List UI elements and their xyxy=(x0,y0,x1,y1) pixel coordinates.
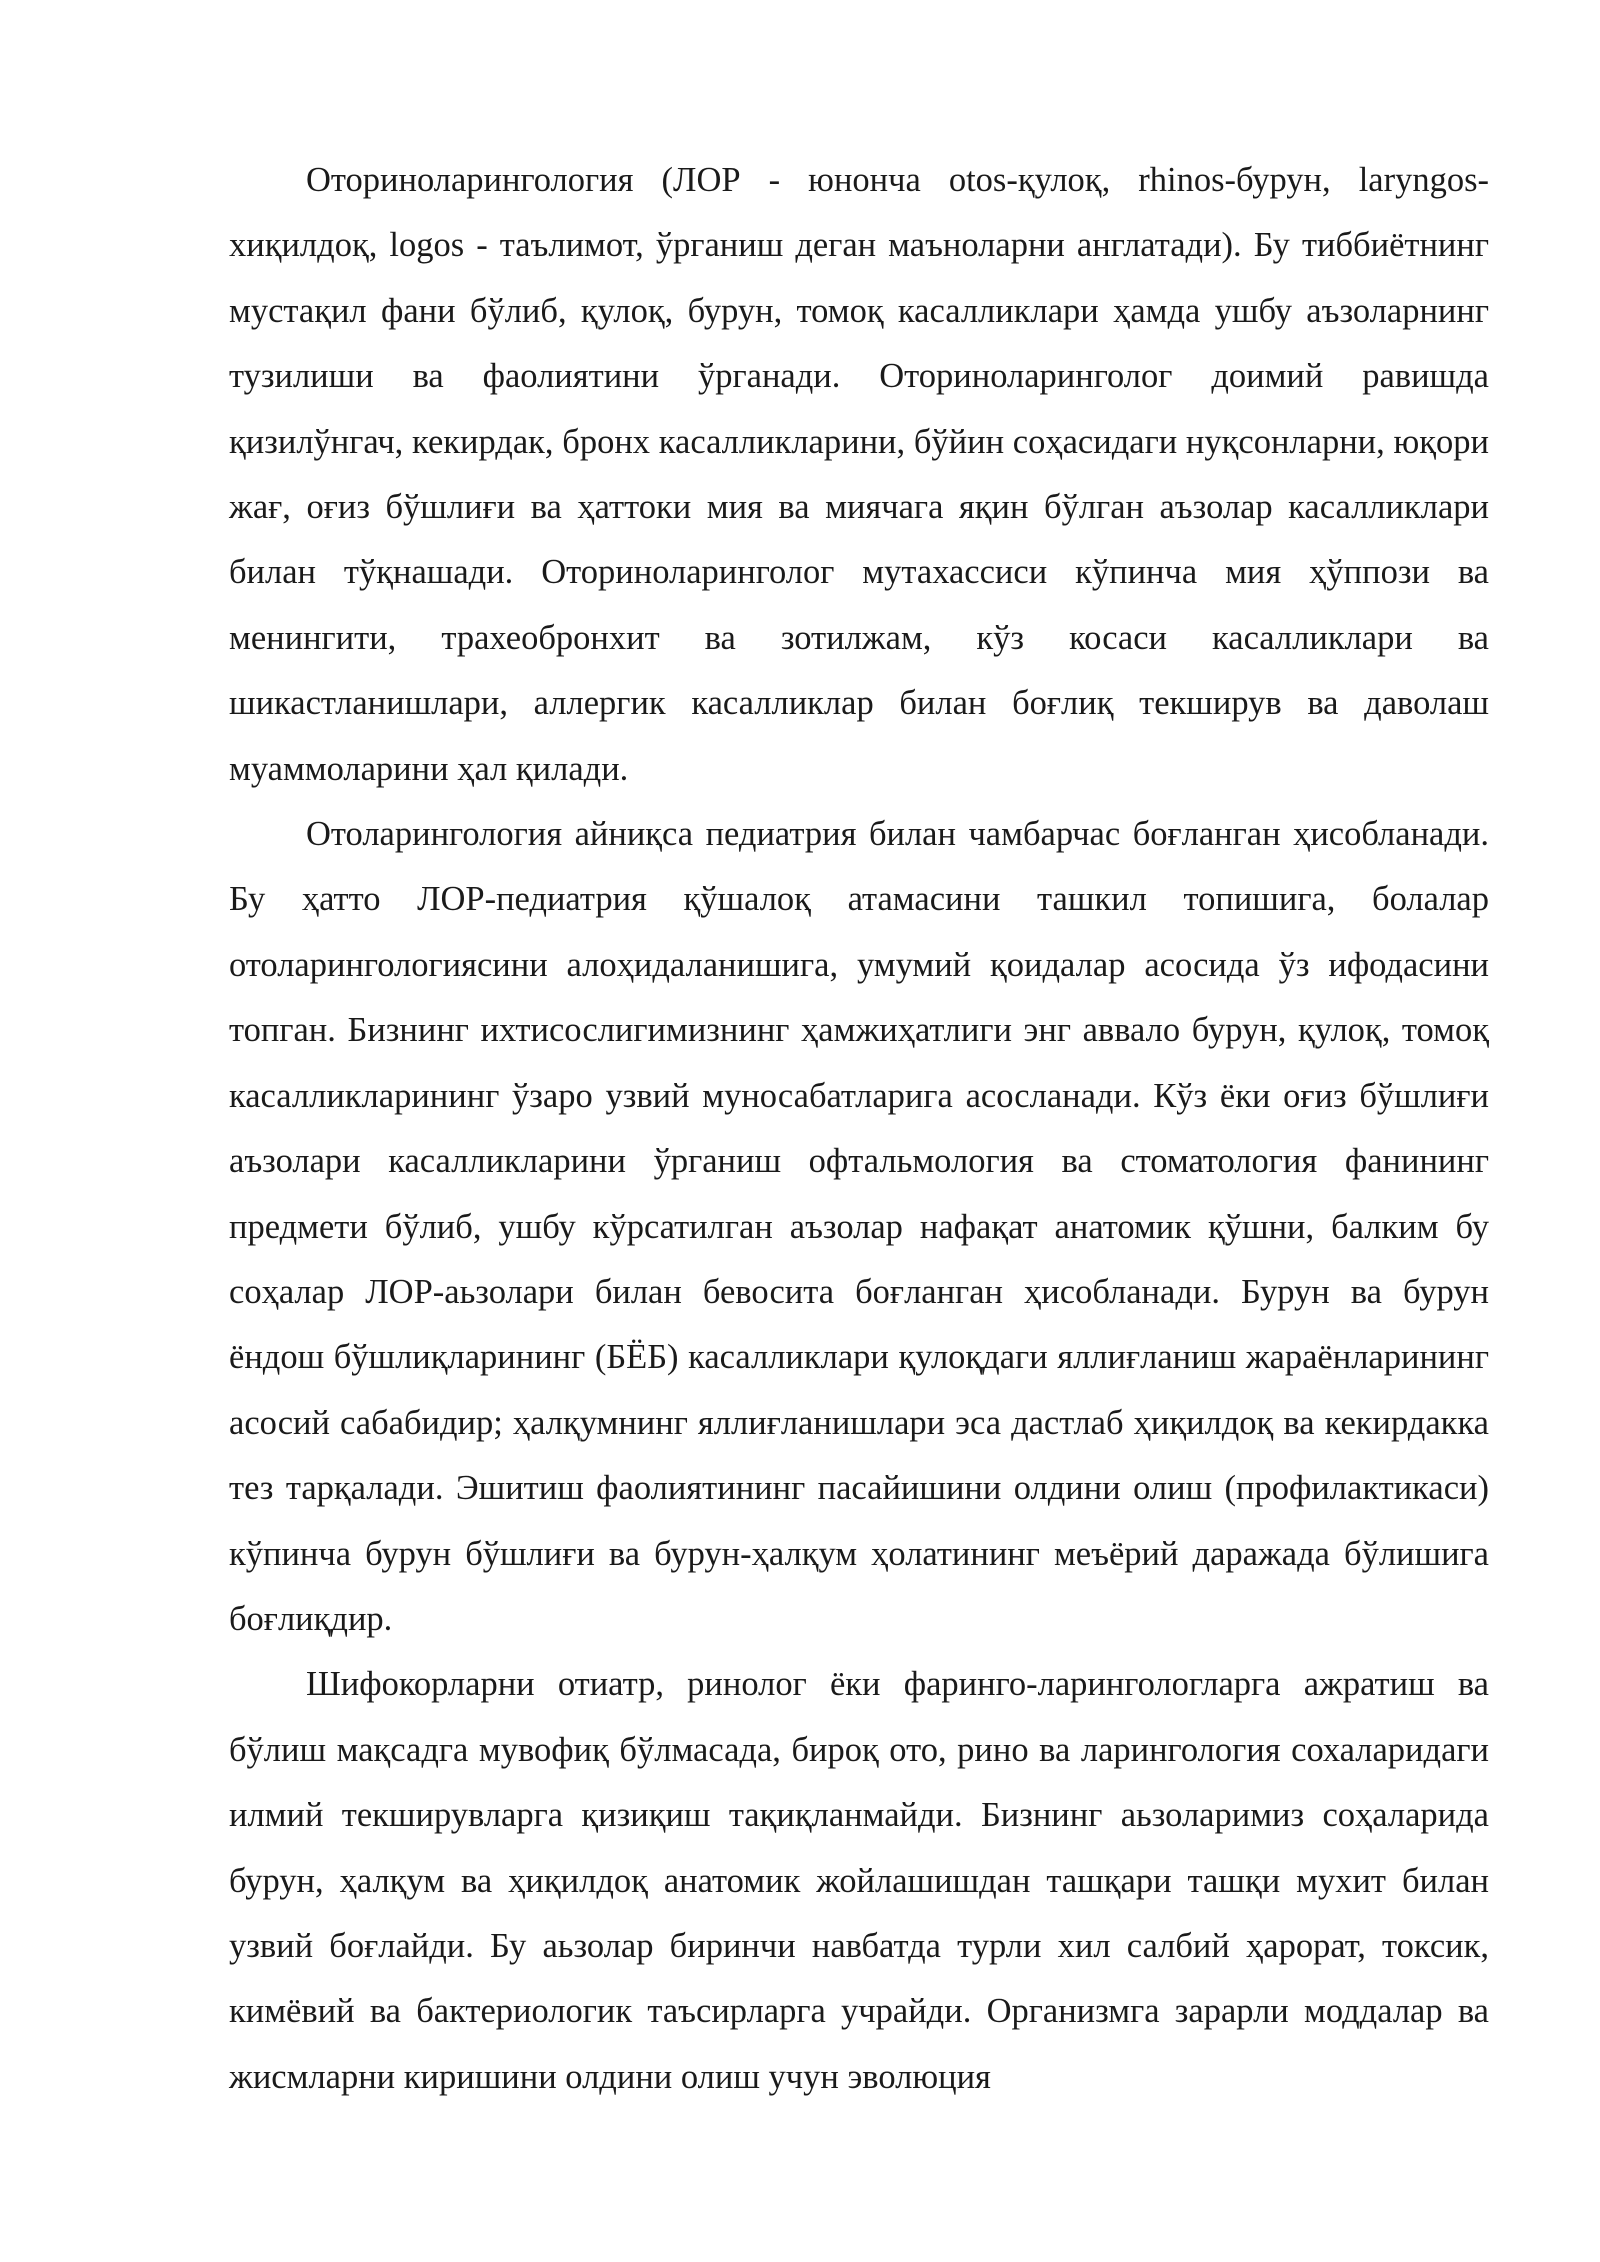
paragraph-specialization: Шифокорларни отиатр, ринолог ёки фаринго-ларингологларга ажратиш ва бўлиш мақсадга мувофиқ бўлмасада, бироқ ото, рино ва ларингология сохаларидаги илмий текширувларга қизиқиш тақиқланмайди. Бизнинг аьзоларимиз соҳаларида бурун, ҳалқум ва ҳиқилдоқ анатомик жойлашишдан ташқари ташқи мухит билан узвий боғлайди. Бу аьзолар биринчи навбатда турли хил салбий ҳарорат, токсик, кимёвий ва бактериологик таъсирларга учрайди. Организмга зарарли моддалар ва жисмларни киришини олдини олиш учун эволюция xyxy=(229,1665,1489,2096)
paragraph-otolaryngology-pediatrics: Отоларингология айниқса педиатрия билан чамбарчас боғланган ҳисобланади. Бу ҳатто ЛОР-педиатрия қўшалоқ атамасини ташкил топишига, болалар отоларингологиясини алоҳидаланишига, умумий қоидалар асосида ўз ифодасини топган. Бизнинг ихтисослигимизнинг ҳамжиҳатлиги энг аввало бурун, қулоқ, томоқ касалликларининг ўзаро узвий муносабатларига асосланади. Кўз ёки оғиз бўшлиғи аъзолари касалликларини ўрганиш офтальмология ва стоматология фанининг предмети бўлиб, ушбу кўрсатилган аъзолар нафақат анатомик қўшни, балким бу соҳалар ЛОР-аьзолари билан бевосита боғланган ҳисобланади. Бурун ва бурун ёндош бўшлиқларининг (БЁБ) касалликлари қулоқдаги яллиғланиш жараёнларининг асосий сабабидир; ҳалқумнинг яллиғланишлари эса дастлаб ҳиқилдоқ ва кекирдакка тез тарқалади. Эшитиш фаолиятининг пасайишини олдини олиш (профилактикаси) кўпинча бурун бўшлиғи ва бурун-ҳалқум ҳолатининг меъёрий даражада бўлишига боғлиқдир. xyxy=(229,815,1489,1638)
paragraph-otorhinolaryngology: Оториноларингология (ЛОР - юнонча otos-қулоқ, rhinos-бурун, laryngos-хиқилдоқ, logos - таълимот, ўрганиш деган маъноларни англатади). Бу тиббиётнинг мустақил фани бўлиб, қулоқ, бурун, томоқ касалликлари ҳамда ушбу аъзоларнинг тузилиши ва фаолиятини ўрганади. Оториноларинголог доимий равишда қизилўнгач, кекирдак, бронх касалликларини, бўйин соҳасидаги нуқсонларни, юқори жағ, оғиз бўшлиғи ва ҳаттоки мия ва миячага яқин бўлган аъзолар касалликлари билан тўқнашади. Оториноларинголог мутахассиси кўпинча мия ҳўппози ва менингити, трахеобронхит ва зотилжам, кўз косаси касалликлари ва шикастланишлари, аллергик касалликлар билан боғлиқ текширув ва даволаш муаммоларини ҳал қилади. xyxy=(229,161,1489,788)
document-body xyxy=(229,148,1489,2110)
